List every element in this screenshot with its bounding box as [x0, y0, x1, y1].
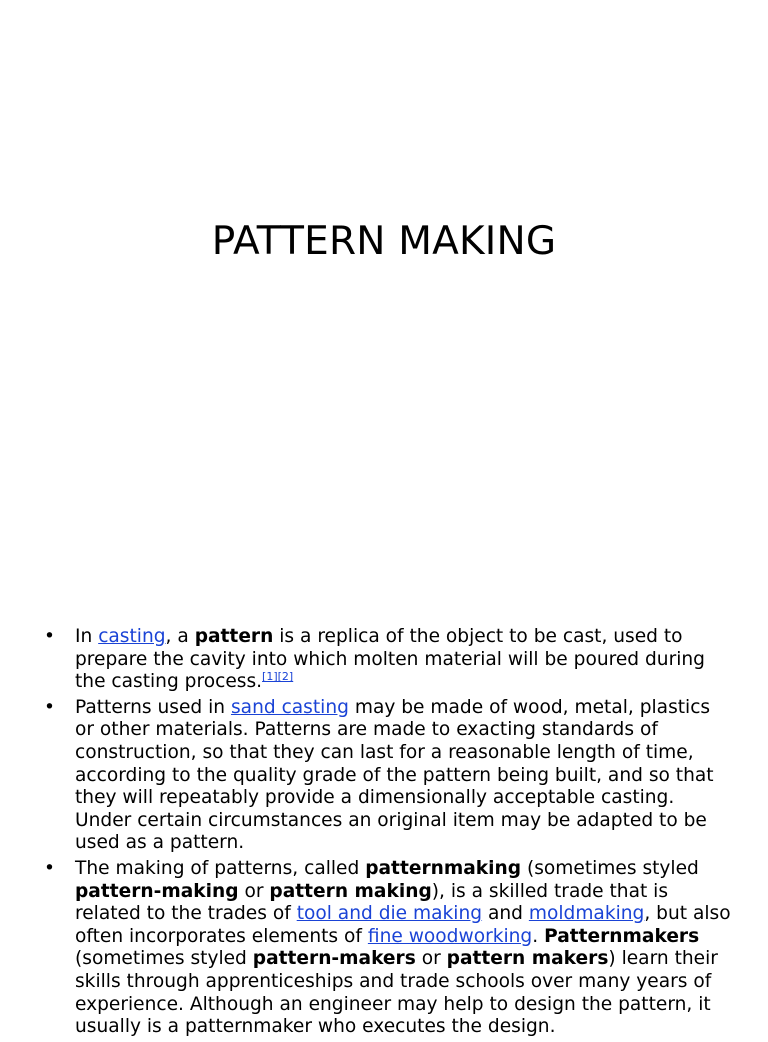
text: (sometimes styled	[75, 948, 253, 970]
bullet-item-2	[44, 697, 734, 855]
moldmaking-link[interactable]: moldmaking	[528, 903, 645, 925]
text: The making of patterns, called	[75, 857, 366, 879]
text: .	[532, 925, 545, 947]
text: (sometimes styled	[521, 857, 699, 879]
sand-casting-link[interactable]: sand casting	[230, 696, 349, 718]
text: and	[482, 903, 529, 925]
text: , but also often incorporates elements of	[75, 903, 731, 947]
bullet-dot-icon: •	[44, 696, 55, 718]
fine-woodworking-link[interactable]: fine woodworking	[367, 925, 533, 947]
bold-term: pattern making	[269, 880, 432, 902]
text: may be made of wood, metal, plastics or other materials. Patterns are made to exacting standards of construction, so that they can last for a reasonable length of time, according to the quality grade of the pattern being built, and so that they will repeatably provide a dimensionally acceptable casting. Under certain circumstances an original item may be adapted to be used as a pattern.	[75, 696, 714, 854]
bold-term: pattern-makers	[252, 948, 416, 970]
bullet-item-3	[44, 858, 734, 1039]
text: is a replica of the object to be cast, used to prepare the cavity into which molten material will be poured during the casting process.	[75, 626, 705, 693]
bullet-dot-icon: •	[44, 857, 55, 879]
bold-term: pattern makers	[446, 948, 609, 970]
bold-term: pattern-making	[75, 880, 239, 902]
text: or	[238, 880, 270, 902]
reference-link[interactable]: [1][2]	[262, 670, 294, 683]
slide-title: PATTERN MAKING	[211, 219, 557, 264]
tool-and-die-making-link[interactable]: tool and die making	[296, 903, 483, 925]
bold-term: Patternmakers	[544, 925, 700, 947]
text: Patterns used in	[75, 696, 231, 718]
text: , a	[165, 626, 195, 647]
bold-term: patternmaking	[365, 857, 522, 879]
bullet-dot-icon: •	[44, 626, 55, 647]
text: ), is a skilled trade that is related to the trades of	[75, 880, 669, 925]
text: ) learn their skills through apprenticeships and trade schools over many years of experience. Although an engineer may help to design the pattern, it usually is a patternmaker who executes the design.	[75, 948, 718, 1038]
text: or	[415, 948, 447, 970]
bullet-list	[44, 626, 734, 1042]
bullet-item-1	[44, 626, 734, 694]
text: In	[75, 626, 99, 647]
casting-link[interactable]: casting	[98, 626, 166, 647]
bold-term: pattern	[194, 626, 274, 647]
